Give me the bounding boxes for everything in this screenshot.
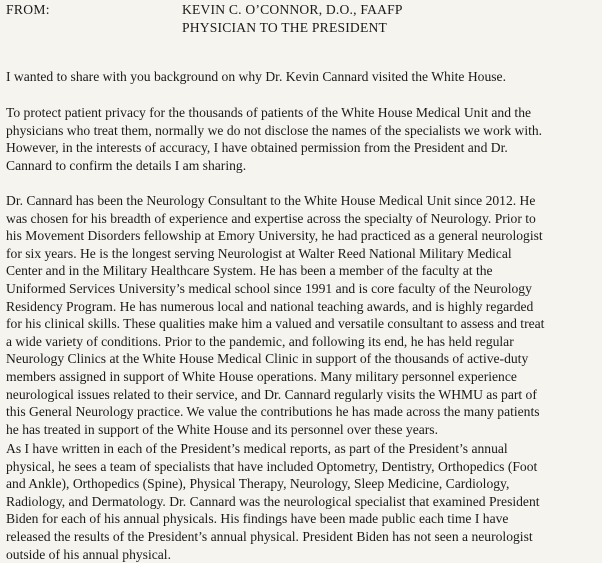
paragraph-line: Residency Program. He has numerous local and national teaching awards, and is highly regarded: [6, 298, 534, 314]
paragraph-line: members assigned in support of White House operations. Many military personnel experience: [6, 368, 517, 384]
sender-name: KEVIN C. O’CONNOR, D.O., FAAFP: [182, 2, 403, 17]
paragraph-line: this General Neurology practice. We value the contributions he has made across the many patients: [6, 404, 540, 420]
paragraph-line: Biden for each of his annual physicals. His findings have been made public each time I have: [6, 511, 509, 527]
paragraph-line: Radiology, and Dermatology. Dr. Cannard was the neurological specialist that examined President: [6, 493, 540, 509]
paragraph-line: physicians who treat them, normally we do not disclose the names of the specialists we work with.: [6, 122, 543, 138]
paragraph-line: As I have written in each of the President’s medical reports, as part of the President’s annual: [6, 441, 508, 456]
paragraph-line: he has treated in support of the White House and its personnel over these years.: [6, 421, 438, 437]
paragraph-line: Cannard to confirm the details I am sharing.: [6, 157, 247, 173]
paragraph-line: released the results of the President’s annual physical. President Biden has not seen a neurologist: [6, 528, 533, 544]
paragraph-line: To protect patient privacy for the thousands of patients of the White House Medical Unit and the: [6, 105, 532, 120]
paragraph-line: and Ankle), Orthopedics (Spine), Physical Therapy, Neurology, Sleep Medicine, Cardiology,: [6, 476, 510, 492]
paragraph-line: However, in the interests of accuracy, I have obtained permission from the President and Dr.: [6, 140, 508, 156]
paragraph-line: Neurology Clinics at the White House Medical Clinic in support of the thousands of active-duty: [6, 351, 529, 367]
paragraph-line: for six years. He is the longest serving Neurologist at Walter Reed National Military Medical: [6, 245, 512, 261]
paragraph-line: his Movement Disorders fellowship at Emory University, he had practiced as a general neurologist: [6, 228, 543, 244]
paragraph-line: was chosen for his breadth of experience and expertise across the specialty of Neurology. Prior to: [6, 210, 536, 226]
paragraph-line: physical, he sees a team of specialists that have included Optometry, Dentistry, Orthopedics (Foot: [6, 458, 538, 474]
paragraph-annual-physical: [6, 440, 602, 563]
paragraph-line: for his clinical skills. These qualities make him a valued and versatile consultant to assess and treat: [6, 316, 545, 332]
from-label: FROM:: [6, 2, 50, 17]
paragraph-line: Center and in the Military Healthcare System. He has been a member of the faculty at the: [6, 263, 493, 279]
paragraph-line: I wanted to share with you background on why Dr. Kevin Cannard visited the White House.: [6, 69, 506, 84]
sender-title: PHYSICIAN TO THE PRESIDENT: [182, 19, 387, 35]
paragraph-intro: [6, 68, 602, 86]
sender-block: [182, 1, 403, 36]
paragraph-line: Uniformed Services University’s medical school since 1991 and is core faculty of the Neurology: [6, 280, 532, 296]
paragraph-line: a wide variety of conditions. Prior to the pandemic, and following its end, he has held regular: [6, 333, 514, 349]
paragraph-line: neurological issues related to their service, and Dr. Cannard regularly visits the WHMU as part of: [6, 386, 537, 402]
paragraph-background: [6, 192, 602, 438]
paragraph-privacy: [6, 104, 602, 174]
paragraph-line: Dr. Cannard has been the Neurology Consultant to the White House Medical Unit since 2012. He: [6, 193, 536, 208]
paragraph-line: outside of his annual physical.: [6, 546, 171, 562]
